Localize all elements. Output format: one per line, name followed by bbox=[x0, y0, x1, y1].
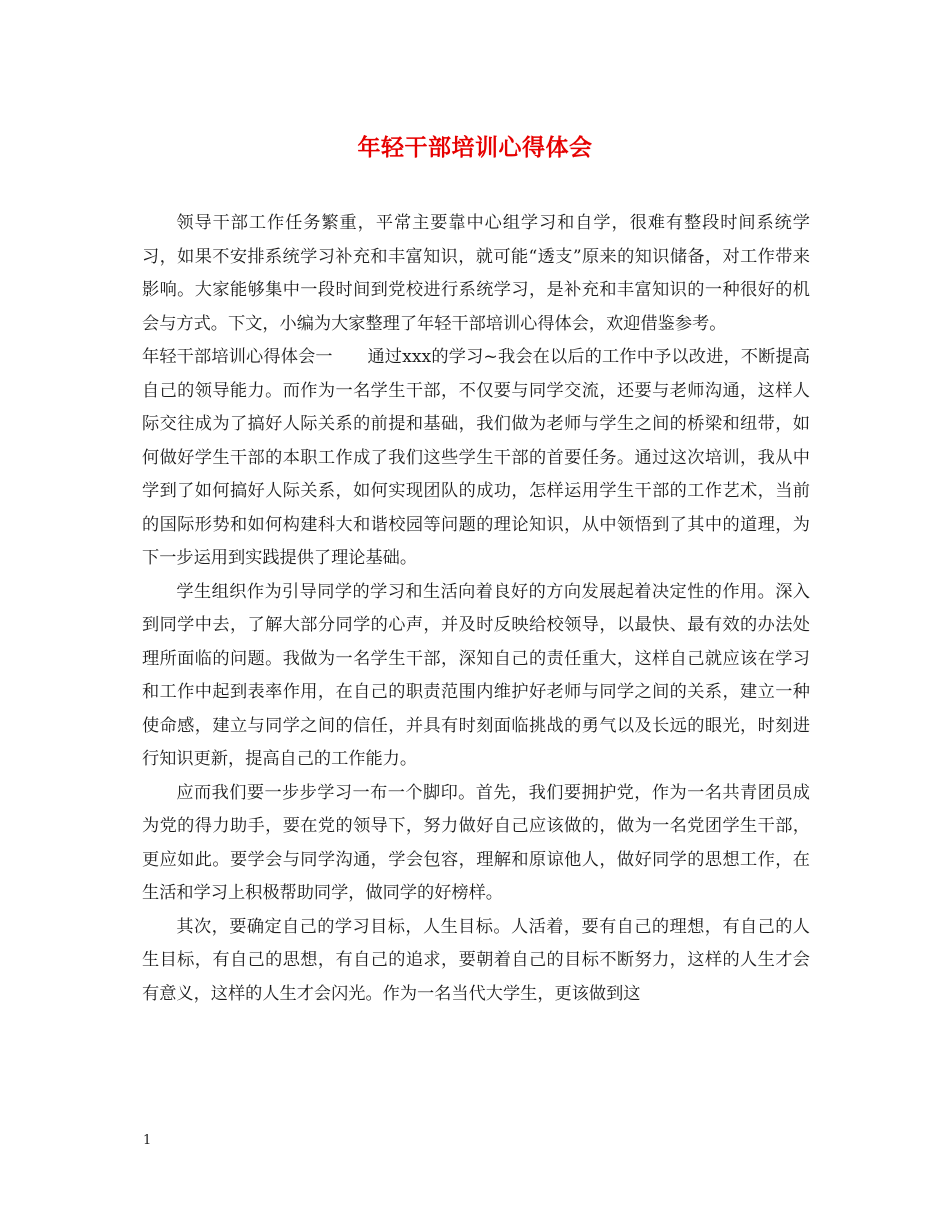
paragraph-goals: 其次，要确定自己的学习目标，人生目标。人活着，要有自己的理想，有自己的人生目标，有自己的思想，有自己的追求，要朝着自己的目标不断努力，这样的人生才会有意义，这样的人生才会闪光。作为一名当代大学生，更该做到这 bbox=[142, 916, 810, 1004]
paragraph-section-one: 年轻干部培训心得体会一 通过xxx的学习~我会在以后的工作中予以改进，不断提高自己的领导能力。而作为一名学生干部，不仅要与同学交流，还要与老师沟通，这样人际交往成为了搞好人际关系的前提和基础，我们做为老师与学生之间的桥梁和纽带，如何做好学生干部的本职工作成了我们这些学生干部的首要任务。通过这次培训，我从中学到了如何搞好人际关系，如何实现团队的成功，怎样运用学生干部的工作艺术，当前的国际形势和如何构建科大和谐校园等问题的理论知识，从中领悟到了其中的道理，为下一步运用到实践提供了理论基础。 bbox=[142, 347, 810, 568]
document-body bbox=[142, 207, 810, 1011]
page-number: 1 bbox=[143, 1133, 152, 1148]
document-title: 年轻干部培训心得体会 bbox=[357, 134, 593, 161]
paragraph-step-by-step: 应而我们要一步步学习一布一个脚印。首先，我们要拥护党，作为一名共青团员成为党的得力助手，要在党的领导下，努力做好自己应该做的，做为一名党团学生干部，更应如此。要学会与同学沟通，学会包容，理解和原谅他人，做好同学的思想工作，在生活和学习上积极帮助同学，做同学的好榜样。 bbox=[142, 782, 810, 903]
paragraph-intro: 领导干部工作任务繁重，平常主要靠中心组学习和自学，很难有整段时间系统学习，如果不安排系统学习补充和丰富知识，就可能“透支”原来的知识储备，对工作带来影响。大家能够集中一段时间到党校进行系统学习，是补充和丰富知识的一种很好的机会与方式。下文，小编为大家整理了年轻干部培训心得体会，欢迎借鉴参考。 bbox=[142, 213, 810, 334]
paragraph-student-organization: 学生组织作为引导同学的学习和生活向着良好的方向发展起着决定性的作用。深入到同学中去，了解大部分同学的心声，并及时反映给校领导，以最快、最有效的办法处理所面临的问题。我做为一名学生干部，深知自己的责任重大，这样自己就应该在学习和工作中起到表率作用，在自己的职责范围内维护好老师与同学之间的关系，建立一种使命感，建立与同学之间的信任，并具有时刻面临挑战的勇气以及长远的眼光，时刻进行知识更新，提高自己的工作能力。 bbox=[142, 581, 810, 769]
